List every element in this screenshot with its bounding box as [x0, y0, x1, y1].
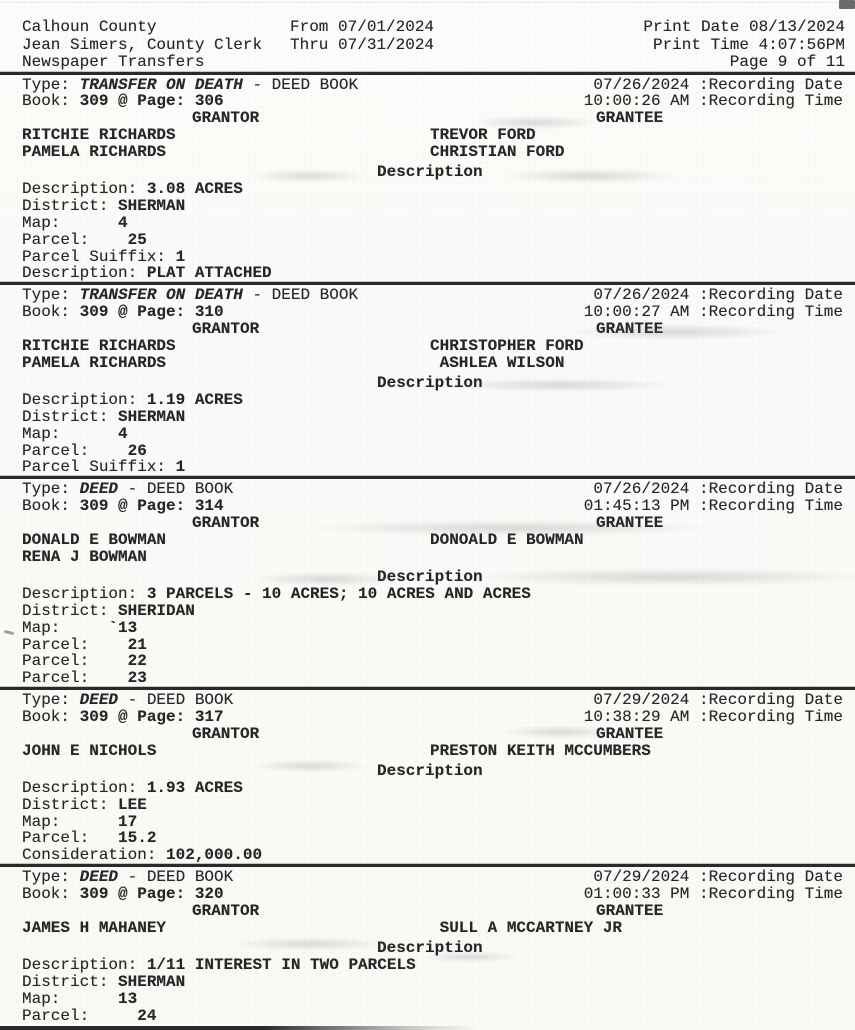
grantee-name: TREVOR FORD — [430, 126, 536, 145]
scan-smudge — [500, 169, 680, 183]
detail-label: Map: — [22, 213, 61, 232]
recording-time-label: :Recording Time — [689, 708, 843, 727]
party-name-row — [0, 355, 855, 372]
record-details — [0, 181, 855, 282]
recording-date-value: 07/26/2024 — [593, 286, 690, 305]
record-details — [0, 586, 855, 687]
type-label: Type: — [22, 480, 80, 499]
type-value: TRANSFER ON DEATH — [79, 286, 243, 305]
book-row — [0, 304, 855, 321]
grantee-header: GRANTEE — [596, 725, 664, 744]
detail-value: 13 — [60, 989, 138, 1008]
type-value: DEED — [79, 691, 119, 710]
grantee-name: SULL A MCCARTNEY JR — [430, 919, 623, 937]
party-names — [0, 338, 855, 372]
grantor-name: RITCHIE RICHARDS — [22, 126, 176, 145]
detail-value: 1.93 ACRES — [137, 778, 243, 797]
page-number: Page 9 of 11 — [729, 53, 845, 71]
detail-value: 4 — [60, 424, 128, 443]
party-names — [0, 532, 855, 566]
party-name-row — [0, 144, 855, 161]
grantee-header: GRANTEE — [596, 514, 664, 533]
detail-label: District: — [22, 795, 109, 814]
detail-label: Description: — [22, 778, 138, 797]
recording-time-label: :Recording Time — [689, 303, 843, 322]
report-header — [0, 0, 855, 72]
detail-line — [0, 991, 855, 1008]
records-list — [0, 72, 855, 1025]
transfer-record — [0, 687, 855, 864]
grantor-header: GRANTOR — [192, 514, 260, 533]
detail-line — [0, 586, 855, 603]
detail-line — [0, 426, 855, 443]
party-headers-row — [0, 903, 855, 920]
scan-smudge — [500, 726, 620, 738]
header-print-info — [643, 19, 845, 72]
scan-smudge — [440, 378, 680, 392]
party-name-row — [0, 920, 855, 937]
book-page-value: 309 @ Page: 320 — [79, 885, 224, 904]
grantor-name: JOHN E NICHOLS — [22, 741, 157, 760]
detail-value: 22 — [89, 652, 147, 671]
detail-label: Parcel: — [22, 669, 90, 688]
recording-time-value: 10:38:29 AM — [583, 708, 690, 727]
transfer-record — [0, 864, 855, 1024]
detail-value: 17 — [60, 812, 138, 831]
description-header-row — [0, 164, 855, 181]
detail-line — [0, 670, 855, 687]
detail-line — [0, 198, 855, 215]
grantor-header: GRANTOR — [192, 109, 260, 128]
detail-line — [0, 637, 855, 654]
book-label: Book: — [22, 92, 80, 111]
recording-time-label: :Recording Time — [689, 92, 843, 111]
detail-line — [0, 443, 855, 460]
party-headers-row — [0, 726, 855, 743]
grantee-header: GRANTEE — [596, 902, 664, 921]
detail-label: District: — [22, 972, 109, 991]
detail-label: Description: — [22, 264, 138, 283]
detail-value: `13 — [60, 618, 138, 637]
detail-value: 102,000.00 — [156, 846, 263, 865]
print-date: Print Date 08/13/2024 — [643, 18, 845, 36]
detail-value: 21 — [89, 635, 147, 654]
detail-line — [0, 215, 855, 232]
detail-label: Parcel: — [22, 1006, 90, 1025]
book-kind-label: - DEED BOOK — [118, 691, 234, 710]
grantee-name: DONOALD E BOWMAN — [430, 531, 584, 550]
type-label: Type: — [22, 286, 80, 305]
recording-date-value: 07/29/2024 — [593, 691, 690, 710]
book-label: Book: — [22, 303, 80, 322]
detail-value: 15.2 — [89, 829, 157, 848]
detail-value: 23 — [89, 669, 147, 688]
description-header: Description — [377, 373, 483, 392]
detail-label: Consideration: — [22, 846, 157, 865]
recording-date-value: 07/29/2024 — [593, 868, 690, 887]
party-name-row — [0, 549, 855, 566]
book-row — [0, 709, 855, 726]
report-title: Newspaper Transfers — [22, 53, 205, 71]
type-row — [0, 481, 855, 498]
detail-line — [0, 797, 855, 814]
description-header: Description — [377, 163, 483, 182]
grantor-name: DONALD E BOWMAN — [22, 531, 167, 550]
grantor-header: GRANTOR — [192, 320, 260, 339]
detail-label: Description: — [22, 955, 138, 974]
detail-line — [0, 181, 855, 198]
detail-value: 3 PARCELS - 10 ACRES; 10 ACRES AND ACRES — [137, 584, 531, 603]
detail-label: Description: — [22, 179, 138, 198]
book-kind-label: - DEED BOOK — [118, 868, 234, 887]
detail-value: 25 — [89, 230, 147, 249]
recording-date-label: :Recording Date — [689, 75, 843, 94]
record-details — [0, 780, 855, 865]
party-names — [0, 743, 855, 760]
grantee-header: GRANTEE — [596, 320, 664, 339]
transfer-record — [0, 72, 855, 283]
recording-time-value: 10:00:27 AM — [583, 303, 690, 322]
detail-label: Map: — [22, 989, 61, 1008]
grantor-header: GRANTOR — [192, 725, 260, 744]
grantee-name: PRESTON KEITH MCCUMBERS — [430, 741, 651, 760]
scan-smudge — [460, 568, 855, 586]
party-name-row — [0, 338, 855, 355]
party-names — [0, 127, 855, 161]
county-name: Calhoun County — [22, 18, 157, 36]
grantor-name: PAMELA RICHARDS — [22, 143, 167, 162]
scan-smudge — [300, 520, 720, 536]
detail-value: 3.08 ACRES — [137, 179, 243, 198]
description-header: Description — [377, 938, 483, 957]
detail-line — [0, 780, 855, 797]
detail-value: LEE — [108, 795, 147, 814]
scan-smudge — [230, 938, 390, 950]
recording-time-label: :Recording Time — [689, 885, 843, 904]
book-page-value: 309 @ Page: 314 — [79, 497, 224, 516]
detail-line — [0, 830, 855, 847]
type-value: DEED — [79, 480, 119, 499]
recording-time-label: :Recording Time — [689, 497, 843, 516]
type-value: TRANSFER ON DEATH — [79, 75, 243, 94]
detail-line — [0, 814, 855, 831]
detail-value: SHERMAN — [108, 196, 186, 215]
detail-label: District: — [22, 407, 109, 426]
detail-label: District: — [22, 196, 109, 215]
grantee-name: CHRISTIAN FORD — [430, 143, 565, 162]
scan-smudge — [250, 170, 370, 182]
clerk-name: Jean Simers, County Clerk — [22, 35, 263, 54]
description-header: Description — [377, 567, 483, 586]
detail-value: SHERIDAN — [108, 601, 195, 620]
page-cutoff-divider — [0, 1026, 478, 1030]
detail-value: 1.19 ACRES — [137, 390, 243, 409]
party-name-row — [0, 127, 855, 144]
grantee-header: GRANTEE — [596, 109, 664, 128]
recording-date-label: :Recording Date — [689, 868, 843, 887]
type-label: Type: — [22, 691, 80, 710]
detail-label: Parcel: — [22, 230, 90, 249]
party-names — [0, 920, 855, 937]
detail-value: SHERMAN — [108, 972, 186, 991]
detail-label: Description: — [22, 584, 138, 603]
grantor-header: GRANTOR — [192, 902, 260, 921]
book-page-value: 309 @ Page: 310 — [79, 303, 224, 322]
detail-label: Parcel: — [22, 441, 90, 460]
book-label: Book: — [22, 885, 80, 904]
grantor-name: PAMELA RICHARDS — [22, 354, 167, 372]
recording-time-value: 01:00:33 PM — [583, 885, 690, 904]
detail-value: 24 — [89, 1006, 157, 1025]
grantee-name: ASHLEA WILSON — [430, 354, 565, 372]
date-thru: Thru 07/31/2024 — [290, 35, 435, 54]
detail-label: Map: — [22, 618, 61, 637]
date-from: From 07/01/2024 — [290, 18, 435, 36]
recording-date-label: :Recording Date — [689, 480, 843, 499]
recording-date-label: :Recording Date — [689, 691, 843, 710]
book-label: Book: — [22, 497, 80, 516]
book-row — [0, 886, 855, 903]
book-row — [0, 93, 855, 110]
recording-date-value: 07/26/2024 — [593, 75, 690, 94]
book-page-value: 309 @ Page: 306 — [79, 92, 224, 111]
detail-value: 26 — [89, 441, 147, 460]
type-row — [0, 869, 855, 886]
grantor-name: RITCHIE RICHARDS — [22, 337, 176, 356]
book-kind-label: - DEED BOOK — [118, 480, 234, 499]
description-header-row — [0, 375, 855, 392]
detail-value: SHERMAN — [108, 407, 186, 426]
party-headers-row — [0, 110, 855, 127]
scan-smudge — [560, 324, 790, 340]
detail-line — [0, 620, 855, 637]
recording-time-value: 01:45:13 PM — [583, 497, 690, 516]
detail-value: 1/11 INTEREST IN TWO PARCELS — [137, 955, 416, 974]
detail-label: Map: — [22, 424, 61, 443]
grantor-name: JAMES H MAHANEY — [22, 919, 167, 937]
record-details — [0, 392, 855, 477]
grantee-name: CHRISTOPHER FORD — [430, 337, 584, 356]
type-row — [0, 692, 855, 709]
grantor-name: RENA J BOWMAN — [22, 547, 147, 566]
description-header-row — [0, 763, 855, 780]
recording-time-value: 10:00:26 AM — [583, 92, 690, 111]
scan-smudge — [250, 572, 400, 586]
book-kind-label: - DEED BOOK — [242, 75, 359, 94]
detail-line — [0, 603, 855, 620]
type-label: Type: — [22, 75, 80, 94]
transfer-record — [0, 282, 855, 476]
detail-value: PLAT ATTACHED — [137, 264, 272, 283]
detail-label: Parcel Suiffix: — [22, 247, 167, 266]
detail-value: 1 — [166, 247, 186, 266]
detail-line — [0, 653, 855, 670]
print-time: Print Time 4:07:56PM — [652, 35, 845, 54]
detail-label: District: — [22, 601, 109, 620]
record-details — [0, 957, 855, 1025]
book-page-value: 309 @ Page: 317 — [79, 708, 224, 727]
description-header: Description — [377, 761, 483, 780]
detail-line — [0, 392, 855, 409]
detail-line — [0, 974, 855, 991]
type-row — [0, 287, 855, 304]
detail-line — [0, 847, 855, 864]
detail-value: 1 — [166, 458, 186, 477]
detail-label: Map: — [22, 812, 61, 831]
type-value: DEED — [79, 868, 119, 887]
book-label: Book: — [22, 708, 80, 727]
book-kind-label: - DEED BOOK — [242, 286, 359, 305]
recording-date-label: :Recording Date — [689, 286, 843, 305]
scan-smudge — [470, 116, 600, 129]
detail-label: Parcel: — [22, 829, 90, 848]
detail-line — [0, 232, 855, 249]
recording-date-value: 07/26/2024 — [593, 480, 690, 499]
detail-line — [0, 1008, 855, 1025]
detail-line — [0, 265, 855, 282]
scan-smudge — [420, 952, 520, 962]
type-label: Type: — [22, 868, 80, 887]
book-row — [0, 498, 855, 515]
detail-label: Description: — [22, 390, 138, 409]
type-row — [0, 77, 855, 94]
detail-value: 4 — [60, 213, 128, 232]
detail-label: Parcel: — [22, 652, 90, 671]
header-date-range — [290, 19, 434, 54]
detail-line — [0, 409, 855, 426]
party-name-row — [0, 743, 855, 760]
detail-line — [0, 459, 855, 476]
scan-smudge — [250, 760, 370, 772]
detail-label: Parcel Suiffix: — [22, 458, 167, 477]
detail-label: Parcel: — [22, 635, 90, 654]
detail-line — [0, 249, 855, 266]
